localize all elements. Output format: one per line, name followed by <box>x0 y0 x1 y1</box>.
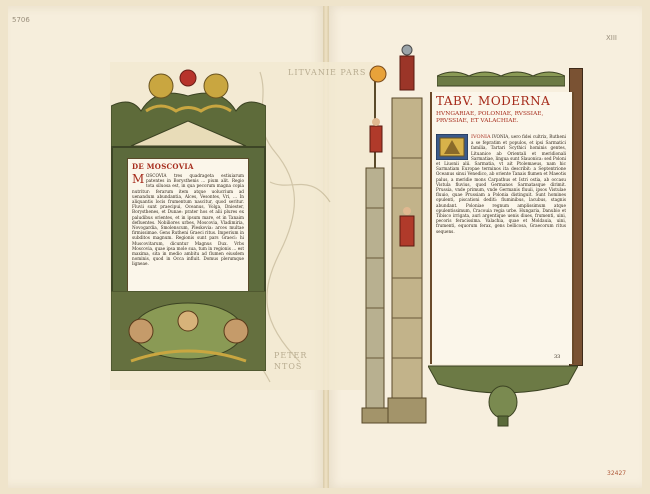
border-line <box>270 182 330 202</box>
map-label-lower-2: NTOS <box>274 362 303 371</box>
tabula-body-text <box>436 134 566 360</box>
moscovia-body-text <box>132 173 244 267</box>
pencil-note-top-left: 5706 <box>12 16 30 24</box>
moscovia-body: OSCOVIA tres quadrageta estiuiarum patentes in Borysthenis ... pium alit. Regio tota siluosa est, in qua pecorum magna copia nutritur: ferarum item atque uolucrium ad uenandum abundantia, Alces, Vesontes, Vri, ... In aliquantis locis frumentum nascitur, quod seritur. Fluvii sunt praecipui, Oceanus, Volga, Dniester, Borysthenes, et Dunae: prater hos et alii plures ex paludibus orientes, et in ipsum mare, et in Tanaim defluentes. Nobiliores urbes, Moscovia, Vladimiria, Novogardia, Smolenscum, Pleskovia: arces multae firmissimae. Gens Rutheni Graeci ritus. Imperium in subditos magnum. Regionis sunt pars Graeci: hi Muscovitarum, dicuntur Magnus Dux. Vrbs Moscovia, quae ipsa mole sua, tum in regionis ... est maxima, sita in medio ambitu ad flumen eiusdem nominis, quod in Occa influit. Domus plerumque ligneae. <box>132 173 244 267</box>
river-line <box>260 72 300 362</box>
moscovia-cartouche <box>111 66 266 371</box>
drop-cap-m: M <box>132 172 145 186</box>
map-label-lower-1: PETER <box>274 351 308 360</box>
map-label-top: LITVANIE PARS <box>288 68 367 77</box>
tabula-lead-word: IVONIA <box>471 134 491 140</box>
tabula-title: TABV. MODERNA <box>436 94 551 108</box>
tabula-body: IVONIA, uero fidei cultrix, Rutheni a se fepratim et populos, et ipsi Sarmatici familia, Tartari Scythici hominis gentes, Lituanice ab Orientali et meridionali Sarmatiae, lingua sunt Slauonica: sed Poloni et Liuonii alii. Sarmatia, vt ait Ptolemaeus, nam hic Sarmatiam Europae terminos ita describit: a Septentrione Oceanus sinui Venedico, ab oriente Tanais flumen et Maeotis palus, a meridie mons Carpathus et Istri ostia, ab occasu Vistula fluvius, quod Germanos Sarmatasque dirimit. Prussia, vnde primum, vnde Germanis fluuii, ipsos Vistulae fluuio, quae Prussiam a Polonia distinguit. Sunt homines opulenti, piscationi dediti: fluminibus, lacubus, stagnis abundant. Poloniae regnum amplissimum atque opulentissimum, Cracouia regia urbe. Hungaria, Danubio et Tibisco irrigata, auri argentique uenis diues, frumenti, uini, pecoris feracissima. Valachia, quae et Moldauia, uini, frumenti, equorum ferax, gens bellicosa, Graecorum ritus sequens. <box>436 134 566 234</box>
column-with-figures <box>358 38 430 430</box>
illuminated-initial <box>436 134 468 160</box>
pencil-note-bottom-right: 32427 <box>607 470 627 477</box>
bottom-cartouche-ornament <box>428 362 578 428</box>
cartouche-grotesque-ornament <box>111 291 266 371</box>
top-frieze-ornament <box>437 68 565 88</box>
tabula-subtitle: HVNGARIAE, POLONIAE, RVSSIAE, PRVSSIAE, ET VALACHIAE. <box>436 111 544 124</box>
column-illustration <box>358 38 430 430</box>
page-number: 33 <box>554 354 561 360</box>
moscovia-heading: DE MOSCOVIA <box>132 162 194 171</box>
pencil-note-top-right: XIII <box>606 34 617 42</box>
